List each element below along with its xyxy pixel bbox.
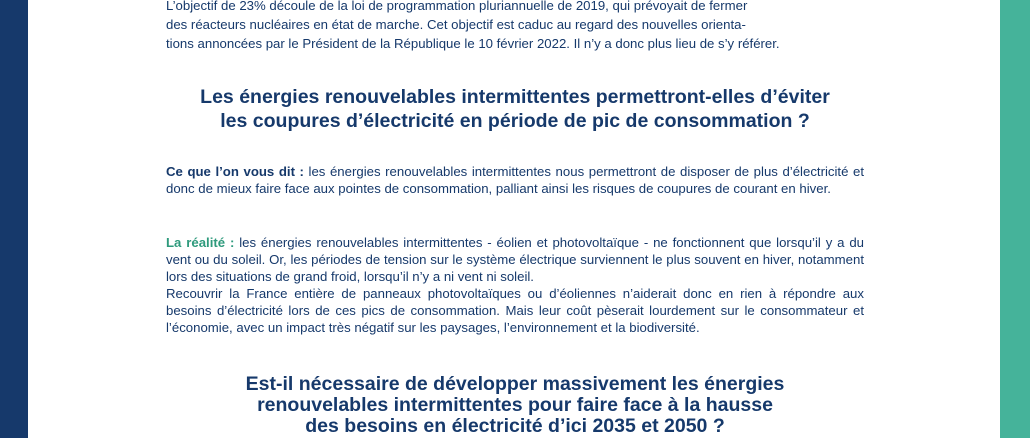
question-heading-1 [166, 85, 864, 133]
reality-label: La réalité : [166, 235, 235, 250]
left-navy-bar [0, 0, 28, 438]
reality-text: les énergies renouvelables intermittentes - éolien et photovoltaïque - ne fonctionnent que lorsqu’il y a du vent ou du soleil. Or, les périodes de tension sur le système électrique surviennent le plus souvent en hiver, notamment lors des situations de grand froid, lorsqu’il n’y a ni vent ni soleil. [166, 235, 864, 284]
right-green-bar [1000, 0, 1030, 438]
question-line: renouvelables intermittentes pour faire face à la hausse [257, 394, 773, 416]
intro-line: des réacteurs nucléaires en état de marche. Cet objectif est caduc au regard des nouvelles orienta- [166, 17, 746, 32]
question-line: les coupures d’électricité en période de pic de consommation ? [220, 110, 810, 132]
question-line: Les énergies renouvelables intermittentes permettront-elles d’éviter [200, 86, 830, 108]
intro-line: tions annoncées par le Président de la République le 10 février 2022. Il n’y a donc plus lieu de s’y référer. [166, 36, 780, 51]
reality-paragraph [166, 234, 864, 336]
question-line: des besoins en électricité d’ici 2035 et 2050 ? [305, 415, 725, 437]
reality-text-continued: Recouvrir la France entière de panneaux photovoltaïques ou d’éoliennes n’aiderait donc en rien à répondre aux besoins d’électricité lors de ces pics de consommation. Mais leur coût pèserait lourdement sur le consommateur et l’économie, avec un impact très négatif sur les paysages, l’environnement et la biodiversité. [166, 286, 864, 335]
question-heading-2 [166, 374, 864, 437]
claim-text: les énergies renouvelables intermittentes nous permettront de disposer de plus d’électricité et donc de mieux faire face aux pointes de consommation, palliant ainsi les risques de coupures de courant en hiver. [166, 164, 865, 196]
question-line: Est-il nécessaire de développer massivement les énergies [245, 373, 785, 395]
claim-paragraph [166, 163, 864, 197]
intro-line: L’objectif de 23% découle de la loi de programmation pluriannuelle de 2019, qui prévoyait de fermer [166, 0, 748, 13]
claim-label: Ce que l’on vous dit : [166, 164, 304, 179]
intro-paragraph [166, 0, 864, 53]
